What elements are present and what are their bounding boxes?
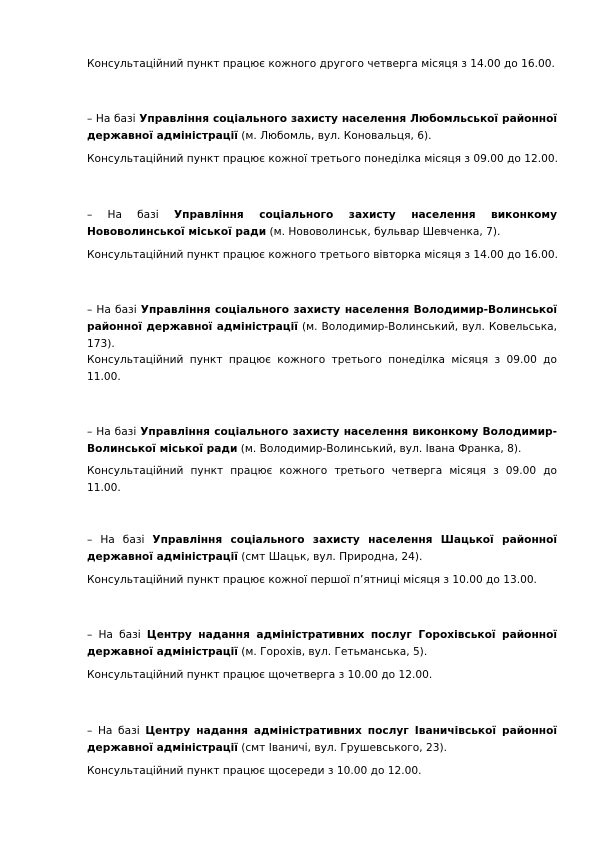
schedule-paragraph: Консультаційний пункт працює кожного третього вівторка місяця з 14.00 до 16.00. xyxy=(87,249,558,261)
location-paragraph xyxy=(87,723,557,757)
organization-name: Управління соціального захисту населення виконкому Володимир-Волинської міської ради xyxy=(87,426,557,455)
prefix-text: – На базі xyxy=(87,725,146,737)
address-text: (м. Володимир-Волинський, вул. Івана Франка, 8). xyxy=(237,443,522,455)
prefix-text: – На базі xyxy=(87,426,141,438)
address-text: (м. Володимир-Волинський, вул. Ковельська, 173). xyxy=(87,321,557,350)
prefix-text: – На базі xyxy=(87,534,153,546)
schedule-paragraph: Консультаційний пункт працює щосереди з 10.00 до 12.00. xyxy=(87,765,422,777)
address-text: (м. Нововолинськ, бульвар Шевченка, 7). xyxy=(266,226,501,238)
location-paragraph xyxy=(87,424,557,458)
address-text: (смт Шацьк, вул. Природна, 24). xyxy=(237,551,423,563)
prefix-text: – На базі xyxy=(87,629,147,641)
location-paragraph xyxy=(87,532,557,566)
schedule-paragraph: Консультаційний пункт працює кожної першої п’ятниці місяця з 10.00 до 13.00. xyxy=(87,574,537,586)
location-paragraph xyxy=(87,302,557,353)
organization-name: Центру надання адміністративних послуг Горохівської районної державної адміністрації xyxy=(87,629,557,658)
schedule-paragraph: Консультаційний пункт працює кожної третього понеділка місяця з 09.00 до 12.00. xyxy=(87,153,558,165)
schedule-paragraph: Консультаційний пункт працює кожного третього понеділка місяця з 09.00 до 11.00. xyxy=(87,354,557,383)
organization-name: Управління соціального захисту населення Шацької районної державної адміністрації xyxy=(87,534,557,563)
address-text: (м. Любомль, вул. Коновальця, 6). xyxy=(237,130,432,142)
organization-name: Управління соціального захисту населення виконкому Нововолинської міської ради xyxy=(87,209,557,238)
prefix-text: – На базі xyxy=(87,209,174,221)
organization-name: Центру надання адміністративних послуг Іваничівської районної державної адміністрації xyxy=(87,725,557,754)
address-text: (м. Горохів, вул. Гетьманська, 5). xyxy=(237,646,428,658)
schedule-paragraph: Консультаційний пункт працює щочетверга з 10.00 до 12.00. xyxy=(87,669,433,681)
location-paragraph xyxy=(87,111,557,145)
schedule-paragraph: Консультаційний пункт працює кожного третього четверга місяця з 09.00 до 11.00. xyxy=(87,465,557,494)
location-paragraph xyxy=(87,627,557,661)
location-paragraph xyxy=(87,207,557,241)
prefix-text: – На базі xyxy=(87,304,141,316)
schedule-paragraph: Консультаційний пункт працює кожного другого четверга місяця з 14.00 до 16.00. xyxy=(87,58,555,70)
organization-name: Управління соціального захисту населення Володимир-Волинської районної державної адміністрації xyxy=(87,304,557,333)
address-text: (смт Іваничі, вул. Грушевського, 23). xyxy=(237,742,447,754)
organization-name: Управління соціального захисту населення Любомльської районної державної адміністрації xyxy=(87,113,557,142)
prefix-text: – На базі xyxy=(87,113,140,125)
